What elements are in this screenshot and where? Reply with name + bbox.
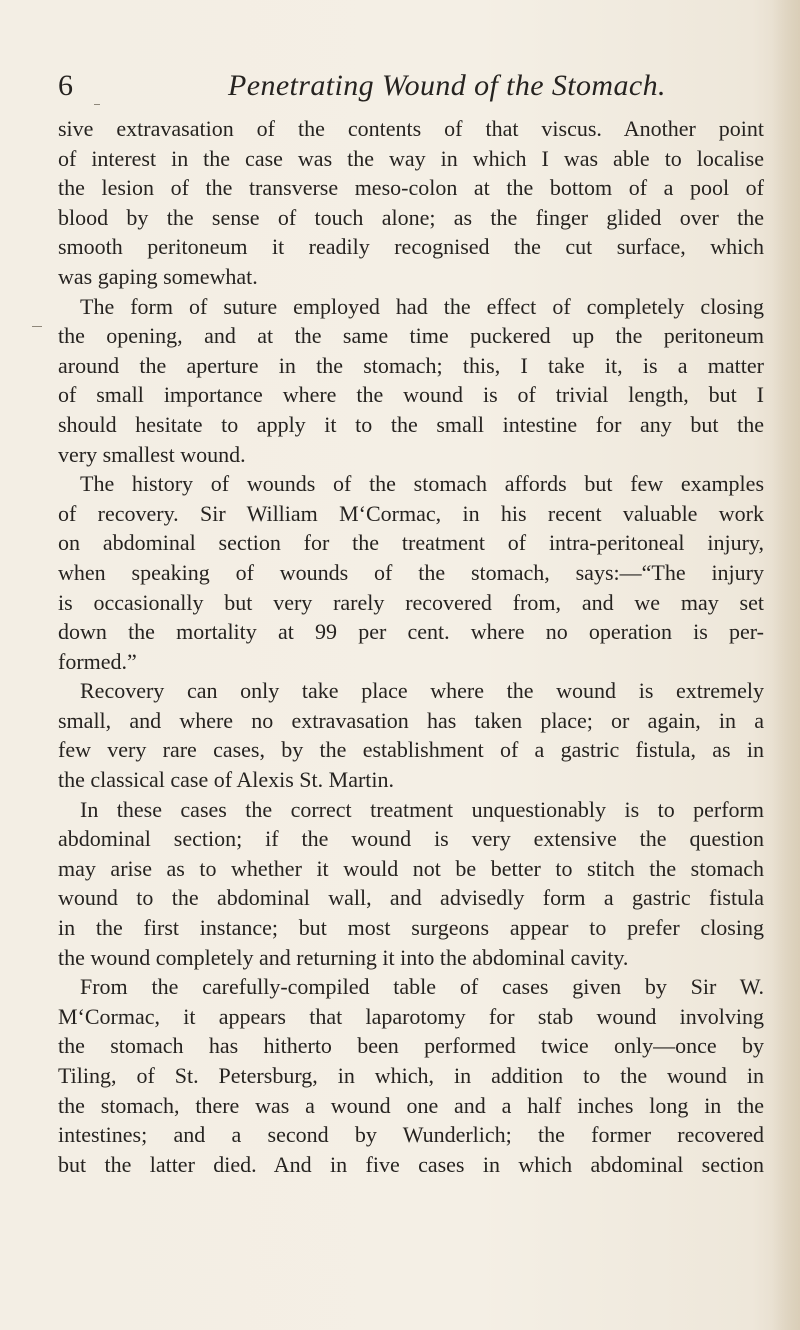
text-line: the lesion of the transverse meso-colon at the bottom of a pool of — [58, 175, 764, 201]
text-line: smooth peritoneum it readily recognised the cut surface, which — [58, 234, 764, 260]
text-line: abdominal section; if the wound is very extensive the question — [58, 826, 764, 852]
page-edge-shadow — [772, 0, 800, 1330]
text-line: of recovery. Sir William M‘Cormac, in his recent valuable work — [58, 500, 764, 526]
margin-mark — [32, 326, 42, 327]
text-line: intestines; and a second by Wunderlich; the former recovered — [58, 1122, 764, 1148]
text-line: The form of suture employed had the effect of completely closing — [80, 293, 764, 319]
text-line: the stomach has hitherto been performed twice only—once by — [58, 1033, 764, 1059]
text-line: The history of wounds of the stomach affords but few examples — [80, 471, 764, 497]
page-number: 6 — [58, 69, 74, 102]
text-line: blood by the sense of touch alone; as the finger glided over the — [58, 204, 764, 230]
text-line: in the first instance; but most surgeons appear to prefer closing — [58, 915, 764, 941]
print-speck — [94, 104, 100, 105]
text-line: on abdominal section for the treatment of intra-peritoneal injury, — [58, 530, 764, 556]
body-text — [58, 114, 764, 1179]
text-line: is occasionally but very rarely recovered from, and we may set — [58, 589, 764, 615]
text-line: From the carefully-compiled table of cases given by Sir W. — [80, 974, 764, 1000]
text-line: formed.” — [58, 648, 137, 674]
text-line: of interest in the case was the way in which I was able to localise — [58, 145, 764, 171]
text-line: the opening, and at the same time puckered up the peritoneum — [58, 323, 764, 349]
text-line: when speaking of wounds of the stomach, says:—“The injury — [58, 559, 764, 585]
text-line: wound to the abdominal wall, and advisedly form a gastric fistula — [58, 885, 764, 911]
text-line: In these cases the correct treatment unquestionably is to perform — [80, 796, 764, 822]
text-line: should hesitate to apply it to the small intestine for any but the — [58, 411, 764, 437]
text-line: but the latter died. And in five cases in which abdominal section — [58, 1151, 764, 1177]
text-line: the wound completely and returning it into the abdominal cavity. — [58, 944, 629, 970]
text-line: the stomach, there was a wound one and a half inches long in the — [58, 1092, 764, 1118]
text-line: very smallest wound. — [58, 441, 246, 467]
text-line: of small importance where the wound is of trivial length, but I — [58, 382, 764, 408]
text-line: Recovery can only take place where the wound is extremely — [80, 678, 764, 704]
text-line: around the aperture in the stomach; this, I take it, is a matter — [58, 352, 764, 378]
text-line: M‘Cormac, it appears that laparotomy for stab wound involving — [58, 1003, 764, 1029]
text-line: the classical case of Alexis St. Martin. — [58, 767, 395, 793]
text-line: may arise as to whether it would not be better to stitch the stomach — [58, 855, 764, 881]
page-title: Penetrating Wound of the Stomach. — [228, 69, 666, 102]
text-line: Tiling, of St. Petersburg, in which, in addition to the wound in — [58, 1063, 764, 1088]
running-head — [58, 66, 758, 106]
text-line: was gaping somewhat. — [58, 263, 258, 289]
text-line: small, and where no extravasation has taken place; or again, in a — [58, 707, 764, 733]
text-line: few very rare cases, by the establishment of a gastric fistula, as in — [58, 737, 764, 763]
text-line: down the mortality at 99 per cent. where no operation is per- — [58, 619, 764, 645]
text-line: sive extravasation of the contents of that viscus. Another point — [58, 116, 764, 141]
